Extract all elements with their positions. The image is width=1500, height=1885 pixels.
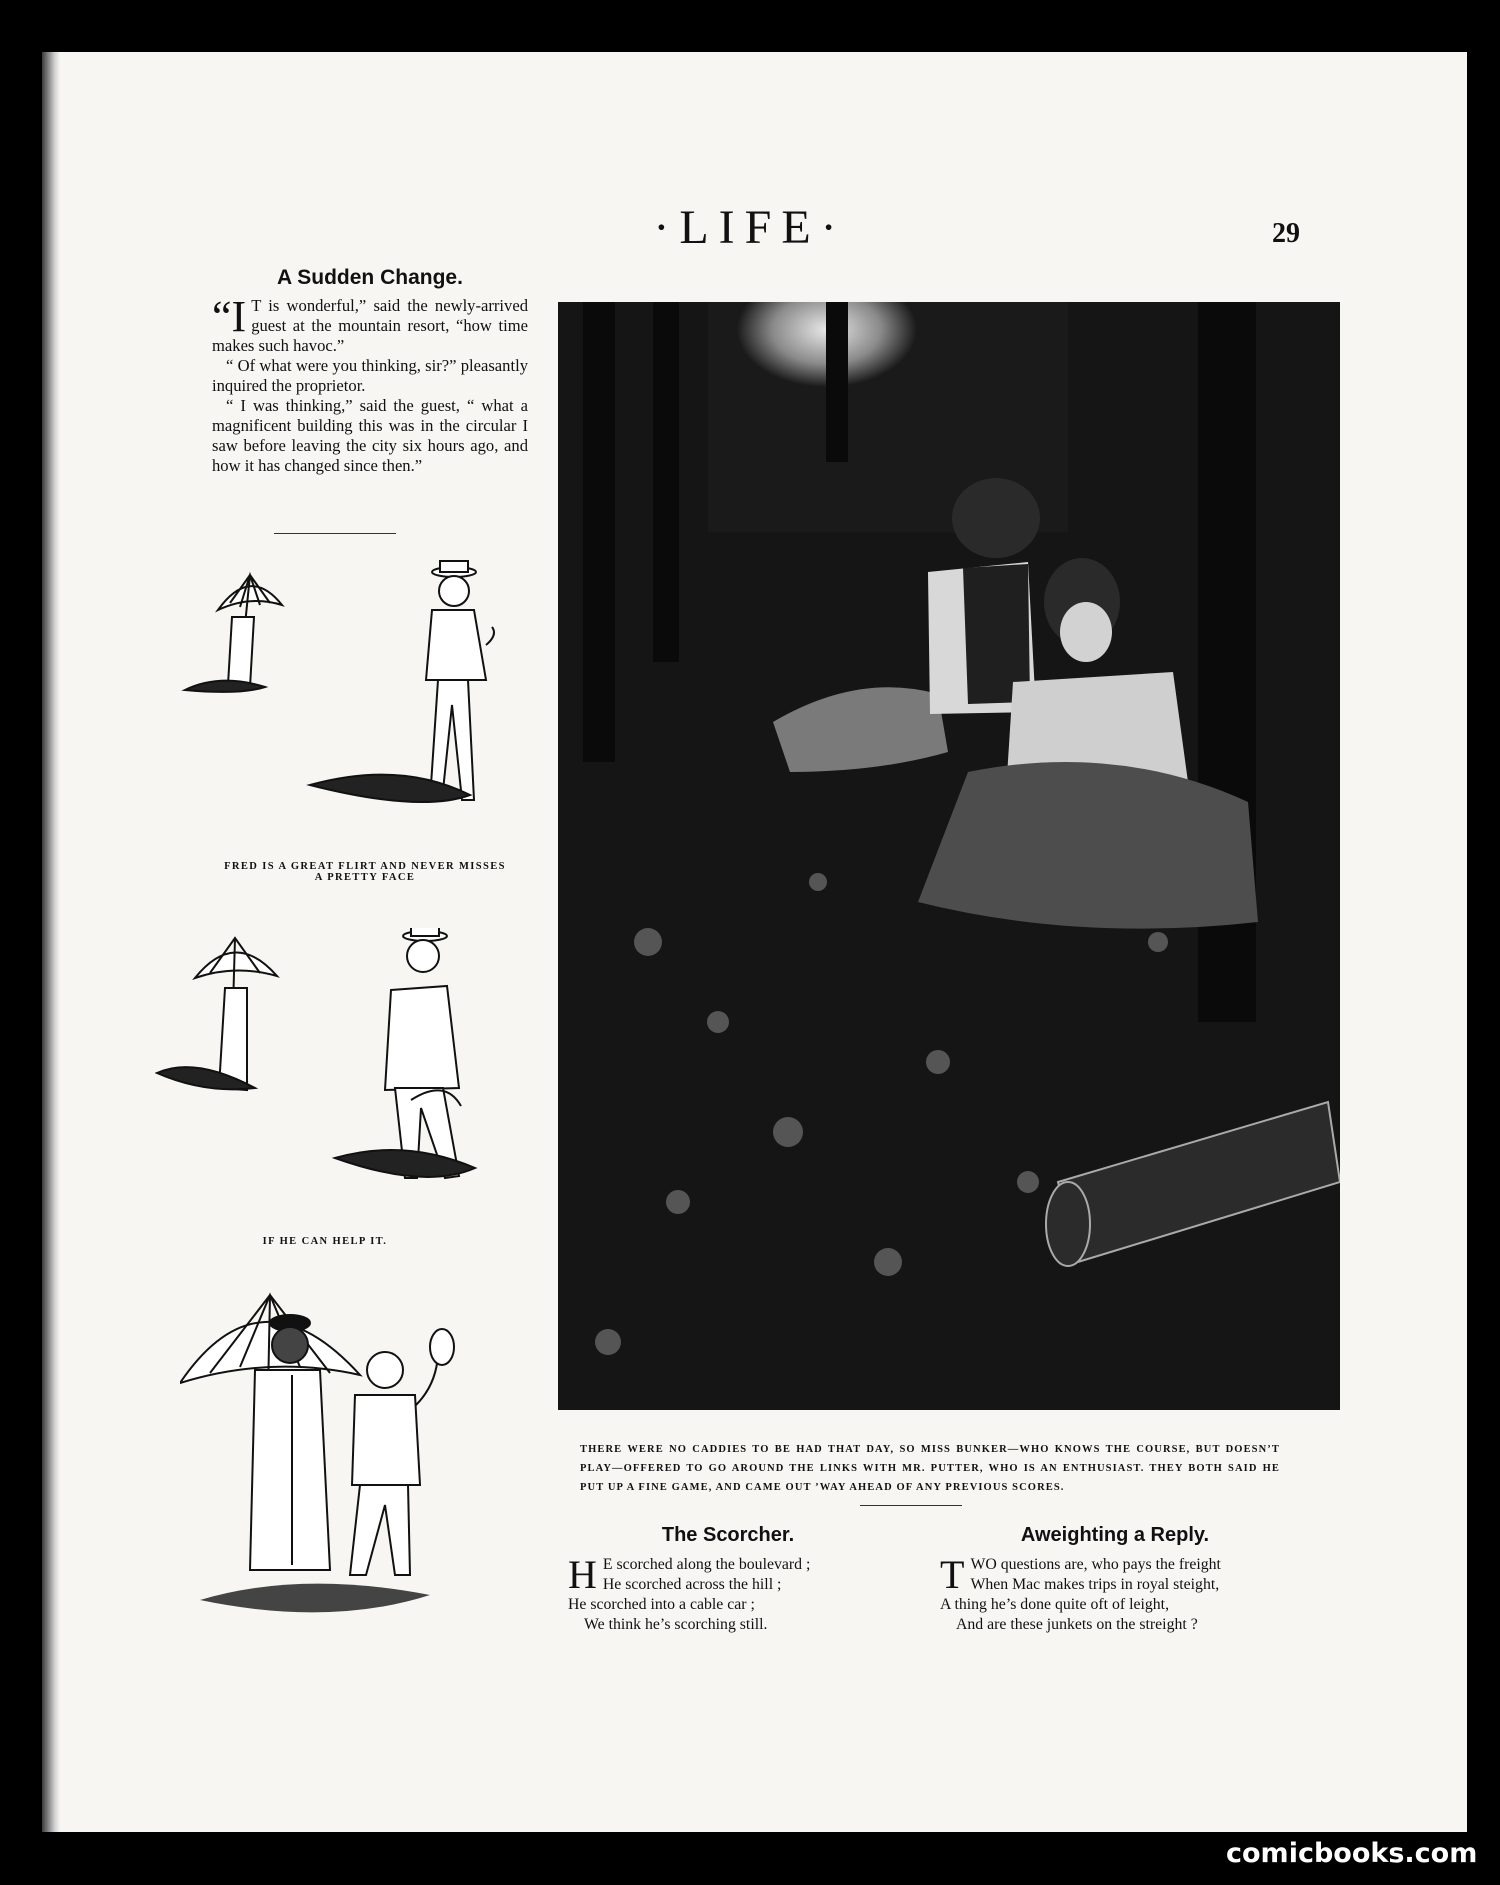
cartoon-fred-walking-away [155,928,525,1228]
poem-line-3: He scorched into a cable car ; [568,1596,755,1613]
poem-title: The Scorcher. [661,1524,795,1546]
drop-cap: “I [212,292,247,341]
fred-raising-hat [350,1329,454,1575]
paragraph-1 [212,292,528,356]
poem-title: Aweighting a Reply. [1020,1524,1210,1546]
cartoon-caption-1 [205,861,525,883]
site-watermark: comicbooks.com [1226,1838,1478,1869]
cartoon-caption-2: IF HE CAN HELP IT. [262,1236,388,1247]
lady-with-parasol [185,575,282,692]
paragraph-2: “ Of what were you thinking, sir?” pleasantly inquired the proprietor. [212,356,528,395]
poem-line-4: And are these junkets on the streight ? [956,1616,1198,1633]
caption-1-line-2: A PRETTY FACE [314,872,416,883]
cartoon-fred-flirting [170,555,510,855]
caption-1-line-1: FRED IS A GREAT FLIRT AND NEVER MISSES [224,861,506,872]
lady-with-parasol [157,938,277,1090]
page-number: 29 [1272,218,1300,249]
ground-shadow [200,1584,430,1613]
page-gutter [42,52,60,1832]
drop-cap: T [940,1552,965,1597]
paragraph-1-text: T is wonderful,” said the newly-arrived guest at the mountain resort, “how time makes such havoc.” [212,296,528,355]
poem-aweighting [940,1525,1290,1635]
drop-cap: H [568,1552,597,1597]
poem-line-2: When Mac makes trips in royal steight, [970,1576,1220,1593]
cartoon-fred-meets-priest [180,1275,480,1630]
divider-rule [274,533,396,534]
article-title: A Sudden Change. [277,266,463,289]
poem-line-2: He scorched across the hill ; [602,1576,782,1593]
golf-couple-illustration [558,302,1340,1410]
poem-line-1-text: WO questions are, who pays the freight [970,1556,1221,1573]
divider-rule [860,1505,962,1506]
fred-figure [335,928,475,1178]
illustration-caption: THERE WERE NO CADDIES TO BE HAD THAT DAY, SO MISS BUNKER—WHO KNOWS THE COURSE, BUT DOESN’T PLAY—OFFERED TO GO AROUND THE LINKS WITH MR. PUTTER, WHO IS AN ENTHUSIAST. THEY BOTH SAID HE PUT UP A FINE GAME, AND CAME OUT ’WAY AHEAD OF ANY PREVIOUS SCORES. [580,1444,1280,1493]
poem-line-1-text: E scorched along the boulevard ; [602,1556,811,1573]
article-sudden-change [212,266,528,476]
paragraph-3: “ I was thinking,” said the guest, “ what a magnificent building this was in the circular I saw before leaving the city six hours ago, and how it has changed since then.” [212,396,528,475]
poem-line-4: We think he’s scorching still. [584,1616,768,1633]
poem-scorcher [568,1525,888,1635]
priest-with-umbrella [180,1295,360,1570]
fred-figure [310,561,494,802]
poem-line-3: A thing he’s done quite oft of leight, [940,1596,1170,1613]
masthead: ·LIFE· [653,201,847,254]
